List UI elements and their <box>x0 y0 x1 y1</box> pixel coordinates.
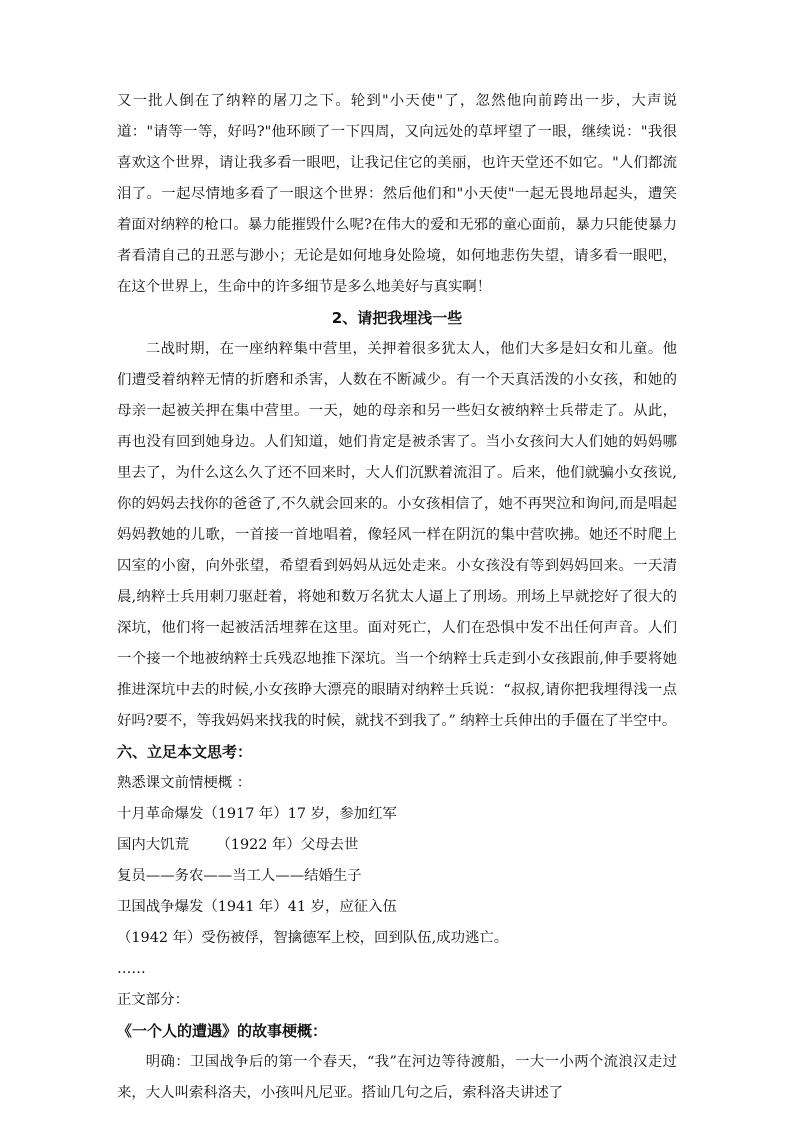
document-page <box>117 86 677 1109</box>
story-heading-bury-me-shallow: 2、请把我埋浅一些 <box>331 309 463 327</box>
section-six-title: 六、立足本文思考： <box>117 743 253 761</box>
plot-intro-label: 熟悉课文前情梗概 ： <box>117 775 252 791</box>
paragraph-story-summary: 明确：卫国战争后的第一个春天，“我”在河边等待渡船，一大一小两个流浪汉走过来，大人叫索科洛夫，小孩叫凡尼亚。搭讪几句之后，索科洛夫讲述了 <box>117 1054 677 1101</box>
timeline-item: 十月革命爆发（1917 年）17 岁，参加红军 <box>117 806 397 822</box>
main-text-label: 正文部分： <box>117 992 189 1008</box>
paragraph-little-angel: 又一批人倒在了纳粹的屠刀之下。轮到"小天使"了，忽然他向前跨出一步，大声说道："请等一等，好吗?"他环顾了一下四周，又向远处的草坪望了一眼，继续说："我很喜欢这个世界，请让我多看一眼吧，让我记住它的美丽，也许天堂还不如它。"人们都流泪了。一起尽情地多看了一眼这个世界：然后他们和"小天使"一起无畏地昂起头，遭笑着面对纳粹的枪口。暴力能摧毁什么呢?在伟大的爱和无邪的童心面前，暴力只能使暴力者看清自己的丑恶与渺小；无论是如何地身处险境，如何地悲伤失望，请多看一眼吧，在这个世界上，生命中的许多细节是多么地美好与真实啊！ <box>117 93 677 295</box>
timeline-item: （1942 年）受伤被俘，智擒德军上校，回到队伍,成功逃亡。 <box>117 930 509 946</box>
timeline-item: 卫国战争爆发（1941 年）41 岁，应征入伍 <box>117 899 397 915</box>
timeline-ellipsis: …… <box>117 961 146 977</box>
timeline-item: 复员——务农——当工人——结婚生子 <box>117 868 362 884</box>
story-summary-title: 《一个人的遭遇》的故事梗概： <box>117 1022 328 1040</box>
timeline-item: 国内大饥荒 （1922 年）父母去世 <box>117 837 359 853</box>
paragraph-bury-me-shallow: 二战时期，在一座纳粹集中营里，关押着很多犹太人，他们大多是妇女和儿童。他们遭受着纳粹无情的折磨和杀害，人数在不断减少。有一个天真活泼的小女孩，和她的母亲一起被关押在集中营里。一天，她的母亲和另一些妇女被纳粹士兵带走了。从此，再也没有回到她身边。人们知道，她们肯定是被杀害了。当小女孩问大人们她的妈妈哪里去了，为什么这么久了还不回来时，大人们沉默着流泪了。后来，他们就骗小女孩说,你的妈妈去找你的爸爸了,不久就会回来的。小女孩相信了，她不再哭泣和询问,而是唱起妈妈教她的儿歌，一首接一首地唱着，像轻风一样在阴沉的集中营吹拂。她还不时爬上囚室的小窗，向外张望，希望看到妈妈从远处走来。小女孩没有等到妈妈回来。一天清晨,纳粹士兵用刺刀驱赶着，将她和数万名犹太人逼上了刑场。刑场上早就挖好了很大的深坑，他们将一起被活活埋葬在这里。面对死亡，人们在恐惧中发不出任何声音。人们一个接一个地被纳粹士兵残忍地推下深坑。当一个纳粹士兵走到小女孩跟前,伸手要将她推进深坑中去的时候,小女孩睁大漂亮的眼睛对纳粹士兵说：“叔叔,请你把我埋得浅一点好吗?要不，等我妈妈来找我的时候，就找不到我了。” 纳粹士兵伸出的手僵在了半空中。 <box>117 341 677 729</box>
